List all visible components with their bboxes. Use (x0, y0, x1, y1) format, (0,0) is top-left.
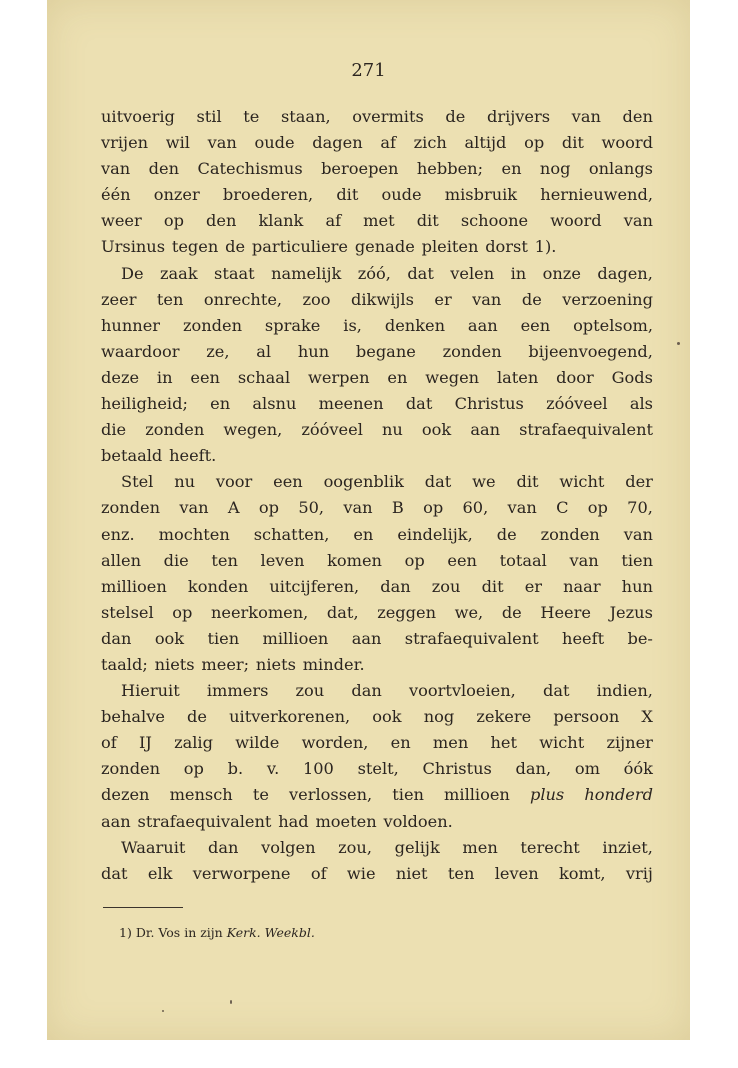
word: zekere (476, 707, 532, 727)
text-line (101, 835, 653, 861)
word: hun (297, 341, 330, 361)
text-line (101, 130, 653, 156)
text-line (101, 391, 653, 417)
word: dorst (485, 237, 528, 257)
word: namelijk (271, 263, 342, 283)
word: eindelijk, (397, 524, 473, 544)
word: den (148, 159, 180, 179)
word: millioen (444, 785, 510, 805)
book-page (47, 0, 690, 1040)
word: voldoen. (383, 811, 453, 831)
word: zou, (338, 837, 373, 857)
text-line (101, 443, 653, 469)
word: verlossen, (289, 785, 373, 805)
word: en (387, 367, 408, 387)
word: aan (101, 811, 131, 831)
word: zonden (101, 759, 161, 779)
word: strafaequivalent (404, 628, 539, 648)
word: woord (601, 133, 653, 153)
word: wegen, (223, 420, 283, 440)
word: zou (295, 681, 325, 701)
word: X (641, 707, 653, 727)
word: voor (215, 472, 253, 492)
word: allen (101, 550, 142, 570)
word: al (256, 341, 272, 361)
word: strafaequivalent (519, 420, 653, 440)
word: der (625, 472, 653, 492)
word: zeer (101, 289, 137, 309)
word: particuliere (251, 237, 349, 257)
paper-speck (230, 1000, 232, 1004)
word: zonden (101, 498, 161, 518)
word: hun (621, 576, 653, 596)
page-number: 271 (351, 60, 386, 81)
word: zaak (159, 263, 198, 283)
word: 70, (627, 498, 653, 518)
word: schatten, (253, 524, 330, 544)
text-line (101, 104, 653, 130)
word: pleiten (421, 237, 479, 257)
word: dit (561, 133, 584, 153)
footnote (119, 925, 315, 940)
word: altijd (464, 133, 507, 153)
word: alsnu (252, 394, 297, 414)
word: heeft. (169, 446, 217, 466)
word: stelsel (101, 602, 154, 622)
word: plus (529, 785, 565, 805)
word: staat (214, 263, 255, 283)
text-line (101, 287, 653, 313)
word: v. (266, 759, 280, 779)
word: werpen (307, 367, 370, 387)
word: 100 (302, 759, 334, 779)
word: misbruik (444, 185, 518, 205)
word: niets (154, 654, 195, 674)
word: men (432, 733, 469, 753)
word: had (278, 811, 309, 831)
word: er (434, 289, 452, 309)
word: af (325, 211, 342, 231)
word: optelsom, (573, 315, 653, 335)
word: ook (154, 628, 185, 648)
word: vrijen (101, 133, 149, 153)
word: zóó, (357, 263, 391, 283)
word: wil (165, 133, 190, 153)
word: hernieuwend, (540, 185, 653, 205)
word: drijvers (486, 107, 551, 126)
word: of (101, 733, 117, 753)
word: of (310, 863, 327, 883)
word: het (490, 733, 517, 753)
word: nu (381, 420, 403, 440)
word: Heere (540, 602, 591, 622)
text-line (101, 704, 653, 730)
word: van (179, 498, 209, 518)
word: om (574, 759, 600, 779)
word: dat (101, 863, 128, 883)
word: zoo (302, 289, 331, 309)
word: laten (496, 367, 539, 387)
word: C (556, 498, 569, 518)
word: strafaequivalent (137, 811, 272, 831)
word: be- (627, 628, 653, 648)
word: zonden (540, 524, 600, 544)
word: onzer (153, 185, 200, 205)
text-line (101, 782, 653, 808)
word: van (472, 289, 502, 309)
word: waardoor (101, 341, 180, 361)
word: nog (539, 159, 571, 179)
word: de (501, 602, 522, 622)
word: onlangs (588, 159, 653, 179)
text-line (101, 522, 653, 548)
word: van (101, 159, 131, 179)
word: leven (494, 863, 539, 883)
word: en (210, 394, 231, 414)
word: op (404, 550, 425, 570)
word: van (623, 524, 653, 544)
word: mochten (158, 524, 230, 544)
text-line (101, 313, 653, 339)
word: dat (542, 681, 570, 701)
word: dagen (312, 133, 363, 153)
text-line (101, 756, 653, 782)
word: dan (380, 576, 411, 596)
text-line (101, 208, 653, 234)
word: dikwijls (351, 289, 414, 309)
word: minder. (302, 654, 365, 674)
word: zalig (174, 733, 213, 753)
word: beroepen (321, 159, 399, 179)
word: af (380, 133, 396, 153)
word: 1). (534, 237, 557, 257)
word: Stel (121, 472, 154, 492)
word: immers (206, 681, 269, 701)
footnote-marker: 1) (119, 925, 132, 940)
word: dat, (326, 602, 359, 622)
word: op (163, 211, 184, 231)
text-line (101, 234, 653, 260)
word: van (343, 498, 373, 518)
word: deze (101, 367, 140, 387)
word: genade (354, 237, 415, 257)
word: Gods (611, 367, 653, 387)
word: dan (101, 628, 132, 648)
word: Jezus (609, 602, 653, 622)
word: in (156, 367, 173, 387)
word: komt, (558, 863, 606, 883)
text-line (101, 861, 653, 887)
word: aan (470, 420, 501, 440)
word: nu (174, 472, 196, 492)
word: sprake (264, 315, 321, 335)
word: wicht (539, 733, 585, 753)
word: van (569, 550, 599, 570)
word: één (101, 185, 131, 205)
word: niet (395, 863, 428, 883)
word: voortvloeien, (408, 681, 516, 701)
word: tien (207, 628, 240, 648)
word: overmits (352, 107, 424, 126)
word: zóóveel (546, 394, 608, 414)
word: ten (156, 289, 184, 309)
word: volgen (261, 837, 316, 857)
word: dan (351, 681, 382, 701)
word: Waaruit (121, 837, 186, 857)
word: millioen (262, 628, 329, 648)
word: onze (542, 263, 581, 283)
word: men (462, 837, 498, 857)
word: en (501, 159, 522, 179)
word: elk (147, 863, 173, 883)
text-line (101, 469, 653, 495)
word: dat (407, 263, 434, 283)
word: tien (621, 550, 653, 570)
word: dat (424, 472, 452, 492)
word: gelijk (394, 837, 440, 857)
word: zonden (145, 420, 205, 440)
text-line (101, 574, 653, 600)
word: b. (227, 759, 244, 779)
text-line (101, 365, 653, 391)
word: hebben; (416, 159, 484, 179)
word: aan (467, 315, 498, 335)
text-line (101, 495, 653, 521)
word: wilde (235, 733, 280, 753)
word: verzoening (562, 289, 653, 309)
word: en (390, 733, 411, 753)
word: die (163, 550, 189, 570)
word: onrechte, (203, 289, 283, 309)
word: IJ (138, 733, 152, 753)
word: op (172, 602, 193, 622)
word: B (391, 498, 404, 518)
word: Catechismus (197, 159, 303, 179)
word: tegen (171, 237, 219, 257)
word: op (587, 498, 608, 518)
word: een (190, 367, 220, 387)
body-text (101, 104, 653, 887)
word: door (556, 367, 594, 387)
paper-speck (162, 1010, 164, 1012)
word: heeft (562, 628, 605, 648)
word: ook (421, 420, 452, 440)
word: er (524, 576, 543, 596)
word: weer (101, 211, 142, 231)
word: de (521, 289, 542, 309)
word: staan, (280, 107, 331, 126)
word: op (258, 498, 280, 518)
word: ze, (206, 341, 230, 361)
word: van (207, 133, 237, 153)
word: oude (254, 133, 295, 153)
word: zeggen (377, 602, 437, 622)
word: terecht (520, 837, 580, 857)
word: ten (211, 550, 238, 570)
word: De (121, 263, 144, 283)
word: begane (355, 341, 416, 361)
word: honderd (584, 785, 653, 805)
word: als (629, 394, 653, 414)
word: velen (450, 263, 495, 283)
word: een (273, 472, 303, 492)
word: klank (258, 211, 304, 231)
word: A (227, 498, 240, 518)
word: we (472, 472, 496, 492)
word: dit (516, 472, 539, 492)
footnote-text: Dr. Vos in zijn (135, 925, 223, 940)
word: schaal (237, 367, 291, 387)
word: taald; (101, 654, 148, 674)
word: uitvoerig (101, 107, 175, 126)
word: Ursinus (101, 237, 166, 257)
text-line (101, 652, 653, 678)
word: vrij (625, 863, 653, 883)
word: inziet, (602, 837, 653, 857)
word: heiligheid; (101, 394, 188, 414)
footnote-rule (103, 907, 183, 908)
word: den (622, 107, 653, 126)
word: ten (447, 863, 475, 883)
word: Christus (422, 759, 492, 779)
word: hunner (101, 315, 161, 335)
word: uitverkorenen, (229, 707, 351, 727)
word: oogenblik (323, 472, 404, 492)
word: zonden (182, 315, 243, 335)
word: is, (343, 315, 362, 335)
word: konden (187, 576, 249, 596)
text-line (101, 156, 653, 182)
word: 60, (462, 498, 489, 518)
word: tien (392, 785, 424, 805)
word: komen (327, 550, 382, 570)
word: totaal (499, 550, 547, 570)
word: niets (255, 654, 296, 674)
word: een (447, 550, 477, 570)
word: indien, (596, 681, 653, 701)
word: dan, (515, 759, 552, 779)
word: te (243, 107, 260, 126)
word: op (423, 498, 444, 518)
word: uitcijferen, (269, 576, 360, 596)
word: bijeenvoegend, (528, 341, 653, 361)
text-line (101, 809, 653, 835)
word: 50, (298, 498, 325, 518)
word: zóóveel (301, 420, 363, 440)
text-line (101, 417, 653, 443)
word: zou (431, 576, 461, 596)
word: verworpene (192, 863, 291, 883)
word: met (363, 211, 395, 231)
word: den (206, 211, 237, 231)
word: oude (381, 185, 422, 205)
word: wicht (559, 472, 605, 492)
word: zich (413, 133, 447, 153)
word: moeten (315, 811, 377, 831)
word: worden, (301, 733, 369, 753)
word: zijner (606, 733, 653, 753)
word: óók (623, 759, 653, 779)
word: denken (384, 315, 446, 335)
text-line (101, 182, 653, 208)
word: van (623, 211, 653, 231)
word: dit (481, 576, 504, 596)
text-line (101, 339, 653, 365)
word: dezen (101, 785, 150, 805)
word: op (183, 759, 204, 779)
word: dit (336, 185, 359, 205)
text-line (101, 548, 653, 574)
word: Christus (454, 394, 524, 414)
paper-speck (677, 342, 680, 345)
word: nog (423, 707, 455, 727)
word: dit (416, 211, 439, 231)
word: de (187, 707, 207, 727)
word: millioen (101, 576, 167, 596)
word: schoone (460, 211, 529, 231)
word: dan (208, 837, 239, 857)
word: leven (260, 550, 305, 570)
word: behalve (101, 707, 165, 727)
word: stelt, (357, 759, 399, 779)
word: dat (405, 394, 433, 414)
footnote-source: Kerk. Weekbl. (226, 925, 315, 940)
word: zonden (442, 341, 502, 361)
text-line (101, 730, 653, 756)
word: Hieruit (121, 681, 180, 701)
word: betaald (101, 446, 163, 466)
word: op (524, 133, 545, 153)
word: en (353, 524, 374, 544)
text-line (101, 261, 653, 287)
word: de (496, 524, 517, 544)
text-line (101, 600, 653, 626)
word: broederen, (222, 185, 314, 205)
word: ook (372, 707, 402, 727)
word: een (520, 315, 551, 335)
word: meer; (201, 654, 250, 674)
word: woord (550, 211, 602, 231)
word: die (101, 420, 127, 440)
word: de (225, 237, 246, 257)
word: wie (346, 863, 376, 883)
word: aan (351, 628, 382, 648)
word: van (507, 498, 537, 518)
word: neerkomen, (210, 602, 309, 622)
word: de (445, 107, 466, 126)
word: van (571, 107, 601, 126)
word: we, (454, 602, 484, 622)
word: persoon (553, 707, 620, 727)
word: enz. (101, 524, 135, 544)
text-line (101, 626, 653, 652)
word: mensch (169, 785, 233, 805)
word: dagen, (597, 263, 653, 283)
word: in (510, 263, 527, 283)
word: te (252, 785, 269, 805)
word: wegen (425, 367, 480, 387)
word: naar (563, 576, 601, 596)
text-line (101, 678, 653, 704)
word: meenen (318, 394, 384, 414)
word: stil (196, 107, 222, 126)
